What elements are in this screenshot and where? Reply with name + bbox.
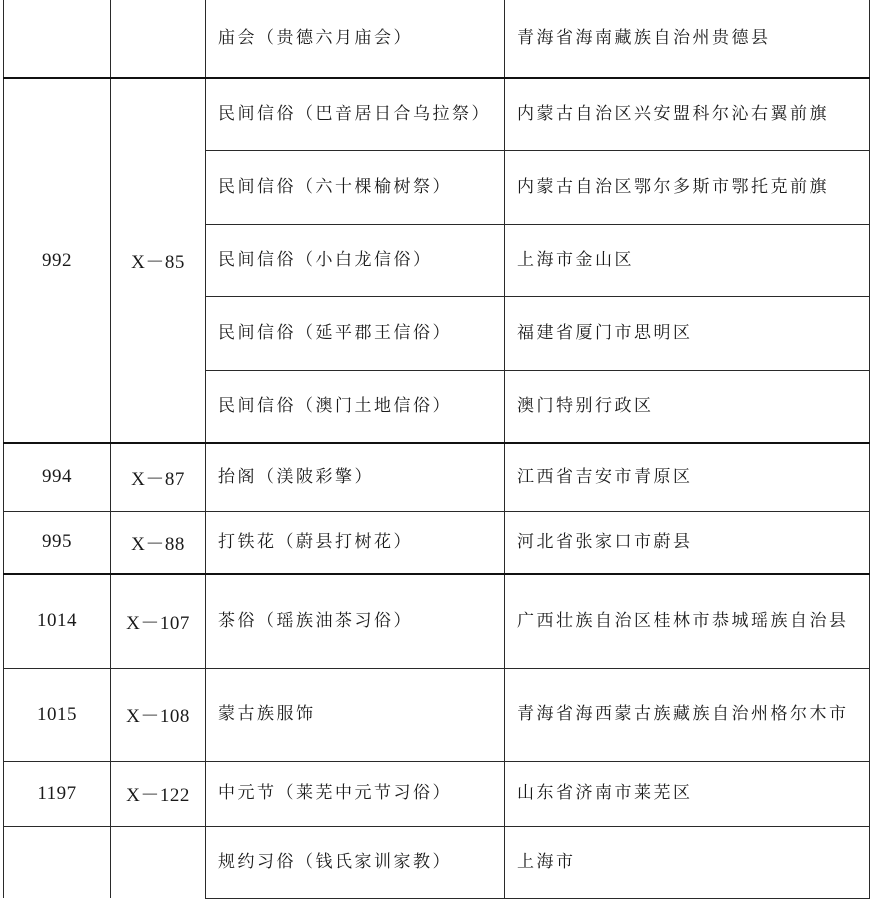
table-row — [4, 0, 870, 78]
project-name-cell: 民间信俗（巴音居日合乌拉祭） — [206, 78, 505, 150]
project-name-cell: 中元节（莱芜中元节习俗） — [206, 761, 505, 826]
region-cell: 山东省济南市莱芜区 — [505, 761, 870, 826]
table-row — [4, 78, 870, 150]
project-name-cell: 规约习俗（钱氏家训家教） — [206, 826, 505, 898]
region-cell: 河北省张家口市蔚县 — [505, 511, 870, 574]
region-cell: 澳门特别行政区 — [505, 370, 870, 443]
project-code-cell: X－87 — [111, 443, 206, 511]
project-name-cell: 茶俗（瑶族油茶习俗） — [206, 574, 505, 668]
project-code-cell: X－85 — [111, 78, 206, 443]
table-row — [4, 668, 870, 761]
project-name-cell: 庙会（贵德六月庙会） — [206, 0, 505, 78]
project-code-cell — [111, 0, 206, 78]
table-row — [4, 826, 870, 898]
serial-number-cell: 1015 — [4, 668, 111, 761]
table-row — [4, 761, 870, 826]
serial-number-cell — [4, 826, 111, 898]
project-code-cell: X－107 — [111, 574, 206, 668]
region-cell: 广西壮族自治区桂林市恭城瑶族自治县 — [505, 574, 870, 668]
project-name-cell: 民间信俗（澳门土地信俗） — [206, 370, 505, 443]
project-name-cell: 民间信俗（延平郡王信俗） — [206, 296, 505, 370]
project-name-cell: 抬阁（渼陂彩擎） — [206, 443, 505, 511]
serial-number-cell: 992 — [4, 78, 111, 443]
project-code-cell: X－88 — [111, 511, 206, 574]
region-cell: 上海市 — [505, 826, 870, 898]
project-name-cell: 民间信俗（小白龙信俗） — [206, 224, 505, 296]
region-cell: 江西省吉安市青原区 — [505, 443, 870, 511]
region-cell: 青海省海南藏族自治州贵德县 — [505, 0, 870, 78]
project-code-cell: X－122 — [111, 761, 206, 826]
table-row — [4, 443, 870, 511]
project-code-cell: X－108 — [111, 668, 206, 761]
heritage-list-table — [3, 0, 870, 899]
serial-number-cell: 1197 — [4, 761, 111, 826]
region-cell: 福建省厦门市思明区 — [505, 296, 870, 370]
table-row — [4, 511, 870, 574]
table-row — [4, 574, 870, 668]
project-code-cell — [111, 826, 206, 898]
serial-number-cell: 995 — [4, 511, 111, 574]
region-cell: 内蒙古自治区兴安盟科尔沁右翼前旗 — [505, 78, 870, 150]
serial-number-cell — [4, 0, 111, 78]
serial-number-cell: 994 — [4, 443, 111, 511]
project-name-cell: 民间信俗（六十棵榆树祭） — [206, 150, 505, 224]
project-name-cell: 蒙古族服饰 — [206, 668, 505, 761]
project-name-cell: 打铁花（蔚县打树花） — [206, 511, 505, 574]
region-cell: 上海市金山区 — [505, 224, 870, 296]
region-cell: 内蒙古自治区鄂尔多斯市鄂托克前旗 — [505, 150, 870, 224]
serial-number-cell: 1014 — [4, 574, 111, 668]
region-cell: 青海省海西蒙古族藏族自治州格尔木市 — [505, 668, 870, 761]
